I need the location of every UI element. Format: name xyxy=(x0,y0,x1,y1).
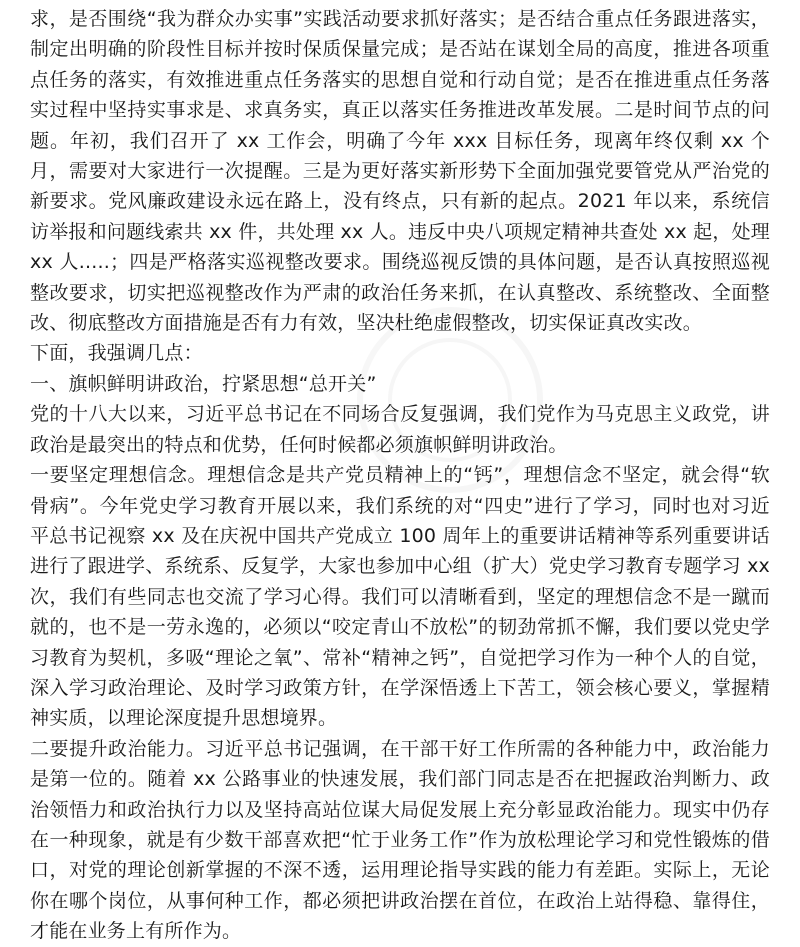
paragraph-continuation: 求，是否围绕“我为群众办实事”实践活动要求抓好落实；是否结合重点任务跟进落实，制定出明确的阶段性目标并按时保质保量完成；是否站在谋划全局的高度，推进各项重点任务的落实，有效推进重点任务落实的思想自觉和行动自觉；是否在推进重点任务落实过程中坚持实事求是、求真务实，真正以落实任务推进改革发展。二是时间节点的问题。年初，我们召开了 xx 工作会，明确了今年 xxx 目标任务，现离年终仅剩 xx 个月，需要对大家进行一次提醒。三是为更好落实新形势下全面加强党要管党从严治党的新要求。党风廉政建设永远在路上，没有终点，只有新的起点。2021 年以来，系统信访举报和问题线索共 xx 件，共处理 xx 人。违反中央八项规定精神共查处 xx 起，处理 xx 人.....；四是严格落实巡视整改要求。围绕巡视反馈的具体问题，是否认真按照巡视整改要求，切实把巡视整改作为严肃的政治任务来抓，在认真整改、系统整改、全面整改、彻底整改方面措施是否有力有效，坚决杜绝虚假整改，切实保证真改实改。 xyxy=(30,8,770,335)
paragraph-political-ability: 二要提升政治能力。习近平总书记强调，在干部干好工作所需的各种能力中，政治能力是第一位的。随着 xx 公路事业的快速发展，我们部门同志是否在把握政治判断力、政治领悟力和政治执行力以及坚持高站位谋大局促发展上充分彰显政治能力。现实中仍存在一种现象，就是有少数干部喜欢把“忙于业务工作”作为放松理论学习和党性锻炼的借口，对党的理论创新掌握的不深不透，运用理论指导实践的能力有差距。实际上，无论你在哪个岗位，从事何种工作，都必须把讲政治摆在首位，在政治上站得稳、靠得住，才能在业务上有所作为。 xyxy=(30,737,770,943)
section-heading: 一、旗帜鲜明讲政治，拧紧思想“总开关” xyxy=(30,372,377,395)
paragraph-ideals: 一要坚定理想信念。理想信念是共产党员精神上的“钙”，理想信念不坚定，就会得“软骨病”。今年党史学习教育开展以来，我们系统的对“四史”进行了学习，同时也对习近平总书记视察 xx 及在庆祝中国共产党成立 100 周年上的重要讲话精神等系列重要讲话进行了跟进学、系统系、反复学，大家也参加中心组（扩大）党史学习教育专题学习 xx 次，我们有些同志也交流了学习心得。我们可以清晰看到，坚定的理想信念不是一蹴而就的，也不是一劳永逸的，必须以“咬定青山不放松”的韧劲常抓不懈，我们要以党史学习教育为契机，多吸“理论之氧”、常补“精神之钙”，自觉把学习作为一种个人的自觉，深入学习政治理论、及时学习政策方针，在学深悟透上下苦工，领会核心要义，掌握精神实质，以理论深度提升思想境界。 xyxy=(30,464,770,730)
paragraph-intro-points: 下面，我强调几点： xyxy=(30,342,203,365)
paragraph-politics: 党的十八大以来，习近平总书记在不同场合反复强调，我们党作为马克思主义政党，讲政治是最突出的特点和优势，任何时候都必须旗帜鲜明讲政治。 xyxy=(30,403,770,456)
